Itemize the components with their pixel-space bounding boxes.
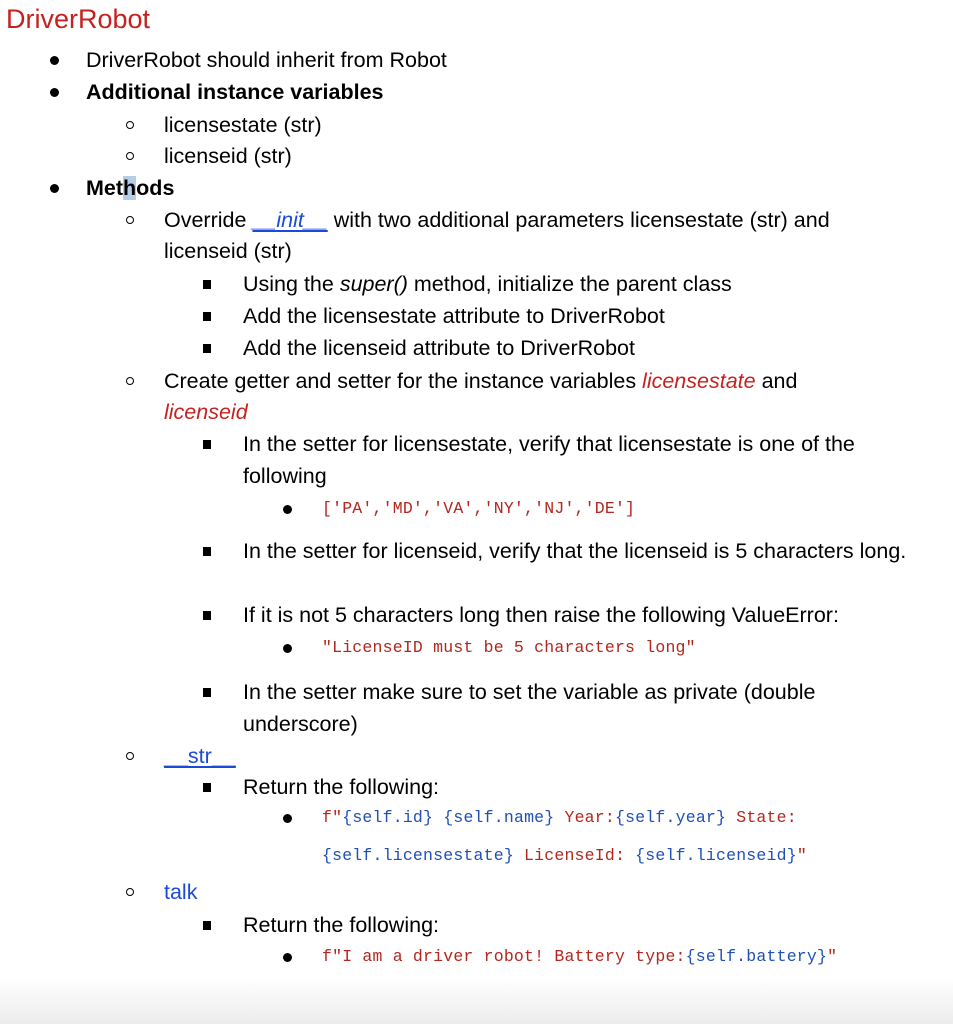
sub-text: method, initialize the parent class — [407, 272, 732, 296]
init-sub-item — [243, 268, 732, 300]
getset-text: Create getter and setter for the instance variables — [164, 369, 643, 393]
bullet-circle-icon — [126, 216, 134, 224]
code-fragment: {self.battery} — [685, 947, 828, 966]
bullet-circle-icon — [126, 121, 134, 129]
bullet-square-icon — [203, 312, 211, 321]
bullet-square-icon — [203, 688, 211, 697]
bullet-dot-icon — [50, 56, 59, 65]
bullet-dot-icon — [283, 505, 292, 514]
bullet-square-icon — [203, 783, 211, 792]
code-fragment: " — [827, 947, 838, 966]
bullet-dot-icon — [283, 644, 292, 653]
bullet-square-icon — [203, 440, 211, 449]
init-post-text: with two additional parameters licensestate (str) and — [327, 208, 830, 232]
bullet-dot-icon — [283, 953, 292, 962]
state-setter-text: In the setter for licensestate, verify that licensestate is one of the following — [243, 432, 855, 488]
raise-text: If it is not 5 characters long then raise the following ValueError: — [243, 603, 839, 627]
init-line — [164, 204, 830, 236]
bullet-square-icon — [203, 280, 211, 289]
text-selection-highlight: h — [123, 176, 137, 200]
code-fragment: {self.id} — [342, 808, 434, 827]
inherit-text: DriverRobot should inherit from Robot — [86, 48, 447, 72]
page-title: DriverRobot — [6, 4, 151, 34]
private-text: In the setter make sure to set the variable as private (double underscore) — [243, 680, 816, 736]
init-sub-item: Add the licenseid attribute to DriverRobot — [243, 336, 635, 360]
code-fragment: {self.licenseid} — [635, 846, 797, 865]
talk-method-name: talk — [164, 880, 198, 904]
bullet-square-icon — [203, 344, 211, 353]
methods-heading-part: ods — [136, 176, 175, 200]
code-fragment: LicenseId: — [513, 846, 636, 865]
bullet-circle-icon — [126, 752, 134, 760]
str-code-line2 — [322, 840, 807, 872]
methods-heading — [86, 172, 174, 204]
bullet-circle-icon — [126, 377, 134, 385]
methods-heading-part: Met — [86, 176, 124, 200]
bullet-square-icon — [203, 921, 211, 930]
init-line2: licenseid (str) — [164, 239, 292, 263]
var-licensestate: licensestate — [642, 369, 756, 393]
bullet-dot-icon — [50, 184, 59, 193]
bullet-dot-icon — [283, 814, 292, 823]
bullet-circle-icon — [126, 152, 134, 160]
bullet-square-icon — [203, 547, 211, 556]
talk-code — [322, 941, 837, 973]
super-method-text: super() — [339, 272, 408, 296]
getset-text: and — [755, 369, 798, 393]
code-fragment: " — [796, 846, 807, 865]
str-code-line1 — [322, 802, 797, 834]
code-fragment: {self.licensestate} — [322, 846, 514, 865]
bullet-dot-icon — [50, 88, 59, 97]
init-method-name: __init__ — [252, 208, 328, 232]
code-fragment: f" — [322, 808, 343, 827]
code-fragment — [433, 808, 443, 827]
code-fragment: {self.year} — [615, 808, 727, 827]
str-method-name: __str__ — [164, 744, 236, 768]
id-setter-text: In the setter for licenseid, verify that the licenseid is 5 characters long. — [243, 539, 907, 563]
code-fragment: Year: — [554, 808, 615, 827]
bullet-circle-icon — [126, 888, 134, 896]
init-sub-item: Add the licensestate attribute to DriverRobot — [243, 304, 665, 328]
error-message-code: "LicenseID must be 5 characters long" — [322, 638, 696, 657]
state-list-code: ['PA','MD','VA','NY','NJ','DE'] — [322, 499, 636, 518]
instance-var-item: licensestate (str) — [164, 113, 322, 137]
talk-return-label: Return the following: — [243, 913, 439, 937]
code-fragment: f"I am a driver robot! Battery type: — [322, 947, 686, 966]
getset-line — [164, 365, 797, 397]
instance-var-item: licenseid (str) — [164, 144, 292, 168]
bullet-square-icon — [203, 611, 211, 620]
str-return-label: Return the following: — [243, 775, 439, 799]
page-bottom-edge — [0, 978, 953, 1024]
instance-vars-heading: Additional instance variables — [86, 80, 384, 104]
code-fragment: State: — [726, 808, 797, 827]
sub-text: Using the — [243, 272, 340, 296]
code-fragment: {self.name} — [443, 808, 555, 827]
init-pre-text: Override — [164, 208, 253, 232]
var-licenseid: licenseid — [164, 400, 248, 424]
